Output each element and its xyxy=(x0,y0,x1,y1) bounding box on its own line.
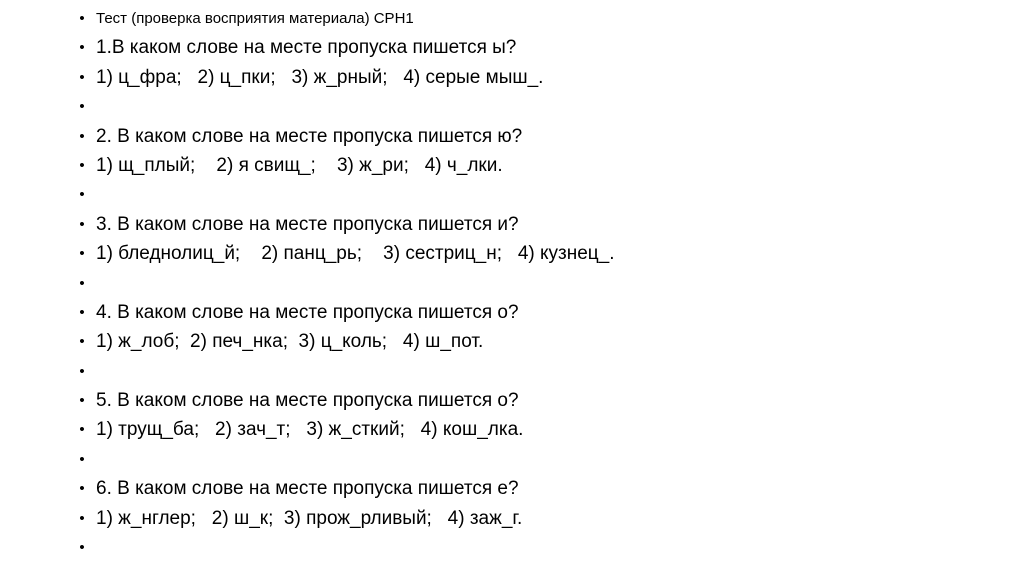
bullet-icon: • xyxy=(79,450,85,468)
list-item xyxy=(76,415,615,444)
slide-title: Тест (проверка восприятия материала) СРН1 xyxy=(96,10,414,27)
list-item xyxy=(76,357,615,386)
bullet-icon: • xyxy=(79,539,85,557)
list-item xyxy=(76,298,615,327)
list-item xyxy=(76,239,615,268)
list-item xyxy=(76,210,615,239)
bullet-icon: • xyxy=(79,245,85,263)
bullet-list xyxy=(76,4,615,562)
list-item xyxy=(76,33,615,62)
bullet-icon: • xyxy=(79,215,85,233)
bullet-icon: • xyxy=(79,421,85,439)
list-item xyxy=(76,4,615,33)
answer-options: 1) щ_плый; 2) я свищ_; 3) ж_ри; 4) ч_лки. xyxy=(96,154,503,176)
bullet-icon: • xyxy=(79,68,85,86)
bullet-icon: • xyxy=(79,480,85,498)
question-text: 1.В каком слове на месте пропуска пишется ы? xyxy=(96,37,517,59)
question-text: 2. В каком слове на месте пропуска пишется ю? xyxy=(96,125,523,147)
bullet-icon: • xyxy=(79,362,85,380)
list-item xyxy=(76,474,615,503)
list-item xyxy=(76,533,615,562)
question-text: 5. В каком слове на месте пропуска пишется о? xyxy=(96,390,519,412)
list-item xyxy=(76,151,615,180)
question-text: 4. В каком слове на месте пропуска пишется о? xyxy=(96,301,519,323)
bullet-icon: • xyxy=(79,303,85,321)
list-item xyxy=(76,269,615,298)
list-item xyxy=(76,386,615,415)
answer-options: 1) трущ_ба; 2) зач_т; 3) ж_сткий; 4) кош_лка. xyxy=(96,419,524,441)
list-item xyxy=(76,180,615,209)
bullet-icon: • xyxy=(79,39,85,57)
bullet-icon: • xyxy=(79,274,85,292)
bullet-icon: • xyxy=(79,186,85,204)
bullet-icon: • xyxy=(79,127,85,145)
bullet-icon: • xyxy=(79,98,85,116)
list-item xyxy=(76,327,615,356)
answer-options: 1) ж_нглер; 2) ш_к; 3) прож_рливый; 4) заж_г. xyxy=(96,507,523,529)
list-item xyxy=(76,504,615,533)
question-text: 3. В каком слове на месте пропуска пишется и? xyxy=(96,213,519,235)
answer-options: 1) ж_лоб; 2) печ_нка; 3) ц_коль; 4) ш_пот. xyxy=(96,331,484,353)
list-item xyxy=(76,92,615,121)
list-item xyxy=(76,122,615,151)
bullet-icon: • xyxy=(79,509,85,527)
question-text: 6. В каком слове на месте пропуска пишется е? xyxy=(96,478,519,500)
bullet-icon: • xyxy=(79,392,85,410)
answer-options: 1) бледнолиц_й; 2) панц_рь; 3) сестриц_н; 4) кузнец_. xyxy=(96,243,615,265)
list-item xyxy=(76,445,615,474)
bullet-icon: • xyxy=(79,156,85,174)
bullet-icon: • xyxy=(79,10,85,27)
answer-options: 1) ц_фра; 2) ц_пки; 3) ж_рный; 4) серые мыш_. xyxy=(96,66,544,88)
list-item xyxy=(76,63,615,92)
bullet-icon: • xyxy=(79,333,85,351)
